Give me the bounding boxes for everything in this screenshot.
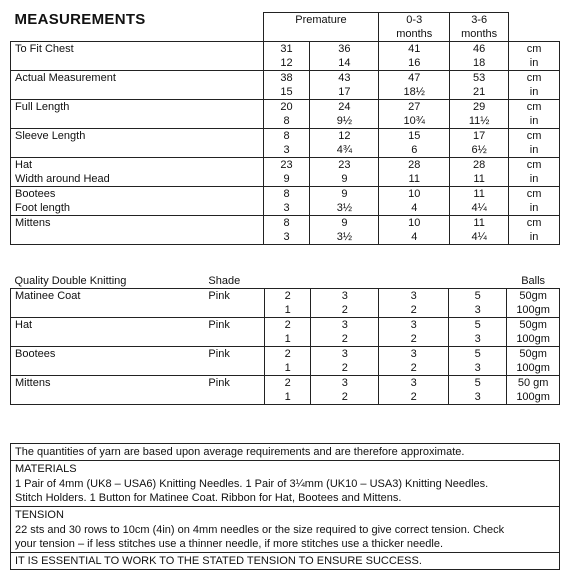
measurement-value: 4¾ [310, 143, 379, 158]
yarn-shade: Pink [204, 289, 264, 304]
measurement-value: 47 [379, 71, 450, 86]
yarn-shade [204, 390, 264, 405]
yarn-value: 3 [311, 318, 379, 333]
yarn-value: 1 [265, 361, 311, 376]
yarn-value: 3 [379, 347, 449, 362]
yarn-value: 1 [265, 303, 311, 318]
measurement-value: 8 [263, 187, 310, 202]
measurement-value: 9 [310, 187, 379, 202]
measurement-label: Mittens [11, 216, 264, 231]
yarn-shade: Pink [204, 318, 264, 333]
measurement-label [11, 114, 264, 129]
measurement-value: 24 [310, 100, 379, 115]
measurement-row [11, 230, 560, 245]
yarn-value: 3 [449, 332, 507, 347]
yarn-value: 2 [311, 361, 379, 376]
measurement-unit: in [509, 201, 560, 216]
measurements-title [11, 10, 264, 42]
measurement-value: 10¾ [379, 114, 450, 129]
measurement-value: 29 [450, 100, 509, 115]
measurement-value: 3½ [310, 230, 379, 245]
measurement-row [11, 201, 560, 216]
yarn-item-label: Bootees [11, 347, 205, 362]
yarn-value: 2 [379, 361, 449, 376]
measurement-row [11, 172, 560, 187]
yarn-value: 3 [449, 303, 507, 318]
measurements-body [11, 10, 560, 245]
measurement-value: 6½ [450, 143, 509, 158]
measurement-row [11, 100, 560, 115]
yarn-value: 2 [311, 303, 379, 318]
yarn-balls: 50 gm [507, 376, 560, 391]
measurement-value: 14 [310, 56, 379, 71]
yarn-row [11, 303, 560, 318]
measurements-table [10, 12, 560, 245]
measurement-value: 11 [450, 187, 509, 202]
measurement-value: 9 [310, 216, 379, 231]
measurement-value: 9 [263, 172, 310, 187]
yarn-body [11, 274, 560, 405]
measurement-value: 9½ [310, 114, 379, 129]
measurement-value: 43 [310, 71, 379, 86]
measurement-value: 11½ [450, 114, 509, 129]
yarn-row [11, 289, 560, 304]
measurement-value: 36 [310, 42, 379, 57]
age-0-3-months: months [379, 27, 450, 42]
yarn-item-label [11, 332, 205, 347]
yarn-value: 2 [379, 390, 449, 405]
yarn-value: 2 [265, 318, 311, 333]
measurement-value: 6 [379, 143, 450, 158]
measurement-value: 8 [263, 114, 310, 129]
measurement-value: 12 [310, 129, 379, 144]
yarn-value: 2 [311, 390, 379, 405]
measurement-unit: cm [509, 129, 560, 144]
measurement-value: 17 [450, 129, 509, 144]
measurement-unit: in [509, 56, 560, 71]
measurement-value: 3½ [310, 201, 379, 216]
measurement-unit: cm [509, 71, 560, 86]
measurement-value: 18½ [379, 85, 450, 100]
age-3-6-months: months [450, 27, 509, 42]
measurement-unit: in [509, 85, 560, 100]
measurement-value: 46 [450, 42, 509, 57]
yarn-value: 5 [449, 289, 507, 304]
measurement-row [11, 114, 560, 129]
measurement-row [11, 216, 560, 231]
yarn-shade: Pink [204, 347, 264, 362]
yarn-value: 3 [379, 376, 449, 391]
yarn-value: 5 [449, 318, 507, 333]
premature-header: Premature [263, 13, 379, 42]
measurement-value: 15 [263, 85, 310, 100]
essential-note: IT IS ESSENTIAL TO WORK TO THE STATED TENSION TO ENSURE SUCCESS. [11, 552, 559, 569]
yarn-value: 3 [311, 347, 379, 362]
yarn-value: 1 [265, 390, 311, 405]
tension-line-2: your tension – if less stitches use a thinner needle, if more stitches use a thicker needle. [15, 538, 444, 550]
measurement-unit: cm [509, 158, 560, 173]
measurement-value: 10 [379, 216, 450, 231]
measurements-title-text: MEASUREMENTS [14, 10, 146, 28]
measurement-label: Width around Head [11, 172, 264, 187]
measurement-row [11, 129, 560, 144]
measurement-value: 8 [263, 129, 310, 144]
measurement-unit: in [509, 143, 560, 158]
yarn-table [10, 274, 560, 405]
measurement-value: 28 [379, 158, 450, 173]
yarn-value: 3 [449, 361, 507, 376]
measurement-label: Sleeve Length [11, 129, 264, 144]
yarn-value: 2 [379, 332, 449, 347]
measurement-row [11, 42, 560, 57]
yarn-row [11, 390, 560, 405]
measurement-value: 3 [263, 143, 310, 158]
yarn-item-label [11, 361, 205, 376]
materials-title: MATERIALS [11, 460, 559, 477]
yarn-balls: 50gm [507, 289, 560, 304]
yarn-shade: Pink [204, 376, 264, 391]
measurement-value: 21 [450, 85, 509, 100]
measurement-value: 27 [379, 100, 450, 115]
measurement-unit: in [509, 114, 560, 129]
notes-box [10, 443, 560, 570]
age-0-3-header: 0-3 [379, 13, 450, 28]
age-3-6-header: 3-6 [450, 13, 509, 28]
measurement-unit: cm [509, 216, 560, 231]
yarn-row [11, 376, 560, 391]
measurement-label: Actual Measurement [11, 71, 264, 86]
measurement-value: 8 [263, 216, 310, 231]
balls-header: Balls [521, 275, 546, 287]
measurement-value: 11 [450, 216, 509, 231]
yarn-balls: 50gm [507, 347, 560, 362]
materials-line-1: 1 Pair of 4mm (UK8 – USA6) Knitting Needles. 1 Pair of 3¼mm (UK10 – USA3) Knitting Needles. [15, 478, 489, 490]
measurement-label: Foot length [11, 201, 264, 216]
measurement-label [11, 56, 264, 71]
tension-title: TENSION [11, 506, 559, 523]
measurement-label [11, 85, 264, 100]
measurement-label: Hat [11, 158, 264, 173]
measurement-value: 31 [263, 42, 310, 57]
measurement-value: 28 [450, 158, 509, 173]
yarn-value: 3 [311, 376, 379, 391]
measurement-row [11, 143, 560, 158]
measurement-row [11, 56, 560, 71]
measurement-value: 15 [379, 129, 450, 144]
yarn-row [11, 361, 560, 376]
measurement-row [11, 158, 560, 173]
yarn-value: 2 [311, 332, 379, 347]
yarn-item-label: Matinee Coat [11, 289, 205, 304]
measurement-value: 3 [263, 201, 310, 216]
measurement-unit: cm [509, 42, 560, 57]
materials-line-2: Stitch Holders. 1 Button for Matinee Coat. Ribbon for Hat, Bootees and Mittens. [15, 492, 402, 504]
measurement-label: To Fit Chest [11, 42, 264, 57]
yarn-item-label [11, 390, 205, 405]
measurement-row [11, 71, 560, 86]
measurement-value: 9 [310, 172, 379, 187]
measurement-value: 4 [379, 230, 450, 245]
quality-header: Quality Double Knitting [14, 275, 127, 287]
measurement-value: 4¼ [450, 230, 509, 245]
yarn-row [11, 318, 560, 333]
measurement-label [11, 143, 264, 158]
measurement-row [11, 85, 560, 100]
yarn-value: 2 [379, 303, 449, 318]
measurement-value: 23 [310, 158, 379, 173]
yarn-value: 5 [449, 376, 507, 391]
shade-header: Shade [208, 275, 241, 287]
yarn-shade [204, 332, 264, 347]
yarn-value: 3 [379, 318, 449, 333]
yarn-balls: 100gm [507, 332, 560, 347]
measurement-unit: in [509, 230, 560, 245]
measurement-value: 17 [310, 85, 379, 100]
yarn-shade [204, 303, 264, 318]
measurement-label [11, 230, 264, 245]
yarn-value: 2 [265, 347, 311, 362]
yarn-row [11, 347, 560, 362]
yarn-header-row [11, 274, 560, 289]
yarn-value: 3 [311, 289, 379, 304]
measurement-value: 3 [263, 230, 310, 245]
measurement-value: 11 [379, 172, 450, 187]
measurement-value: 4¼ [450, 201, 509, 216]
yarn-value: 3 [449, 390, 507, 405]
measurement-value: 53 [450, 71, 509, 86]
measurement-value: 18 [450, 56, 509, 71]
measurement-value: 11 [450, 172, 509, 187]
yarn-value: 2 [265, 289, 311, 304]
tension-line-1: 22 sts and 30 rows to 10cm (4in) on 4mm needles or the size required to give correct tension. Check [15, 524, 505, 536]
yarn-value: 1 [265, 332, 311, 347]
yarn-balls: 100gm [507, 361, 560, 376]
measurement-value: 41 [379, 42, 450, 57]
yarn-row [11, 332, 560, 347]
measurement-value: 23 [263, 158, 310, 173]
measurement-label: Full Length [11, 100, 264, 115]
measurements-header-row [11, 13, 560, 28]
yarn-item-label: Mittens [11, 376, 205, 391]
measurement-value: 20 [263, 100, 310, 115]
quantities-note: The quantities of yarn are based upon average requirements and are therefore approximate. [15, 446, 465, 458]
yarn-item-label: Hat [11, 318, 205, 333]
measurement-value: 38 [263, 71, 310, 86]
measurement-label: Bootees [11, 187, 264, 202]
measurement-unit: cm [509, 187, 560, 202]
yarn-shade [204, 361, 264, 376]
measurement-value: 4 [379, 201, 450, 216]
yarn-value: 2 [265, 376, 311, 391]
measurement-value: 12 [263, 56, 310, 71]
measurement-value: 10 [379, 187, 450, 202]
yarn-balls: 100gm [507, 303, 560, 318]
yarn-balls: 100gm [507, 390, 560, 405]
yarn-item-label [11, 303, 205, 318]
measurement-value: 16 [379, 56, 450, 71]
yarn-value: 3 [379, 289, 449, 304]
yarn-value: 5 [449, 347, 507, 362]
measurement-row [11, 187, 560, 202]
measurement-unit: in [509, 172, 560, 187]
measurement-unit: cm [509, 100, 560, 115]
yarn-balls: 50gm [507, 318, 560, 333]
